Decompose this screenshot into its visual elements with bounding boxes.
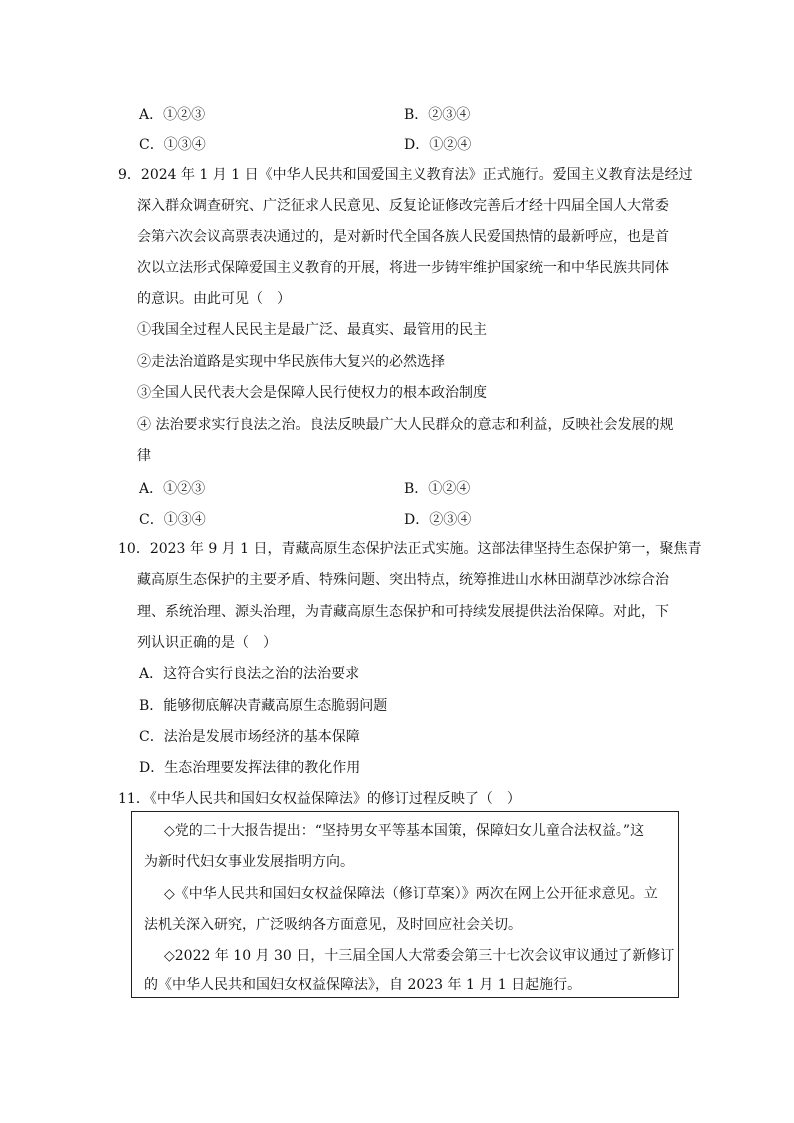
q9-options-row-1: [139, 478, 699, 496]
q9-item-4: ④ 法治要求实行良法之治。良法反映最广大人民群众的意志和利益，反映社会发展的规: [137, 417, 674, 433]
q9-stem-line: 次以立法形式保障爱国主义教育的开展，将进一步铸牢维护国家统一和中华民族共同体: [137, 260, 669, 276]
q9-item-3: ③全国人民代表大会是保障人民行使权力的根本政治制度: [137, 385, 487, 401]
q9-stem-line: 会第六次会议高票表决通过的，是对新时代全国各族人民爱国热情的最新呼应，也是首: [137, 229, 669, 245]
q9-stem-line: 深入群众调查研究、广泛征求人民意见、反复论证修改完善后才经十四届全国人大常委: [137, 198, 669, 214]
q9-stem-line: 9．2024 年 1 月 1 日《中华人民共和国爱国主义教育法》正式施行。爱国主义教育法是经过: [118, 167, 693, 183]
q10-option-d: D．生态治理要发挥法律的教化作用: [139, 760, 361, 776]
q10-stem-line: 10．2023 年 9 月 1 日，青藏高原生态保护法正式实施。这部法律坚持生态保护第一，聚焦青: [118, 541, 702, 557]
q10-stem-line: 藏高原生态保护的主要矛盾、特殊问题、突出特点，统筹推进山水林田湖草沙冰综合治: [137, 572, 669, 588]
q9-stem-line: 的意识。由此可见（ ）: [137, 291, 291, 307]
q11-material-box: [131, 811, 679, 998]
q9-item-2: ②走法治道路是实现中华民族伟大复兴的必然选择: [137, 354, 445, 370]
q8-options-row-2: [139, 134, 699, 152]
q11-material-line: ◇党的二十大报告提出：“坚持男女平等基本国策，保障妇女儿童合法权益。”这: [164, 823, 645, 839]
q8-option-c: C．①③④: [139, 137, 206, 153]
q9-option-a: A．①②③: [139, 481, 206, 497]
q11-material-line: 的《中华人民共和国妇女权益保障法》，自 2023 年 1 月 1 日起施行。: [144, 977, 582, 993]
q9-option-b: B．①②④: [404, 481, 471, 497]
q10-option-a: A．这符合实行良法之治的法治要求: [139, 666, 360, 682]
q11-stem: 11．《中华人民共和国妇女权益保障法》的修订过程反映了（ ）: [118, 791, 521, 807]
q11-material-line: 法机关深入研究，广泛吸纳各方面意见，及时回应社会关切。: [144, 917, 522, 933]
q8-option-b: B．②③④: [404, 107, 471, 123]
q11-material-line: 为新时代妇女事业发展指明方向。: [144, 854, 354, 870]
q10-stem-line: 理、系统治理、源头治理，为青藏高原生态保护和可持续发展提供法治保障。对此，下: [137, 604, 669, 620]
q8-option-a: A．①②③: [139, 107, 206, 123]
q8-option-d: D．①②④: [404, 137, 472, 153]
q8-options-row-1: [139, 104, 699, 122]
q9-item-4-cont: 律: [137, 448, 151, 464]
q10-option-c: C．法治是发展市场经济的基本保障: [139, 729, 360, 745]
q9-item-1: ①我国全过程人民民主是最广泛、最真实、最管用的民主: [137, 322, 487, 338]
q11-material-line: ◇《中华人民共和国妇女权益保障法（修订草案）》两次在网上公开征求意见。立: [164, 886, 658, 902]
q9-options-row-2: [139, 509, 699, 527]
q11-material-line: ◇2022 年 10 月 30 日，十三届全国人大常委会第三十七次会议审议通过了新修订: [164, 948, 675, 964]
q10-stem-line: 列认识正确的是（ ）: [137, 635, 277, 651]
q10-option-b: B．能够彻底解决青藏高原生态脆弱问题: [139, 698, 388, 714]
q9-option-c: C．①③④: [139, 512, 206, 528]
q9-option-d: D．②③④: [404, 512, 472, 528]
